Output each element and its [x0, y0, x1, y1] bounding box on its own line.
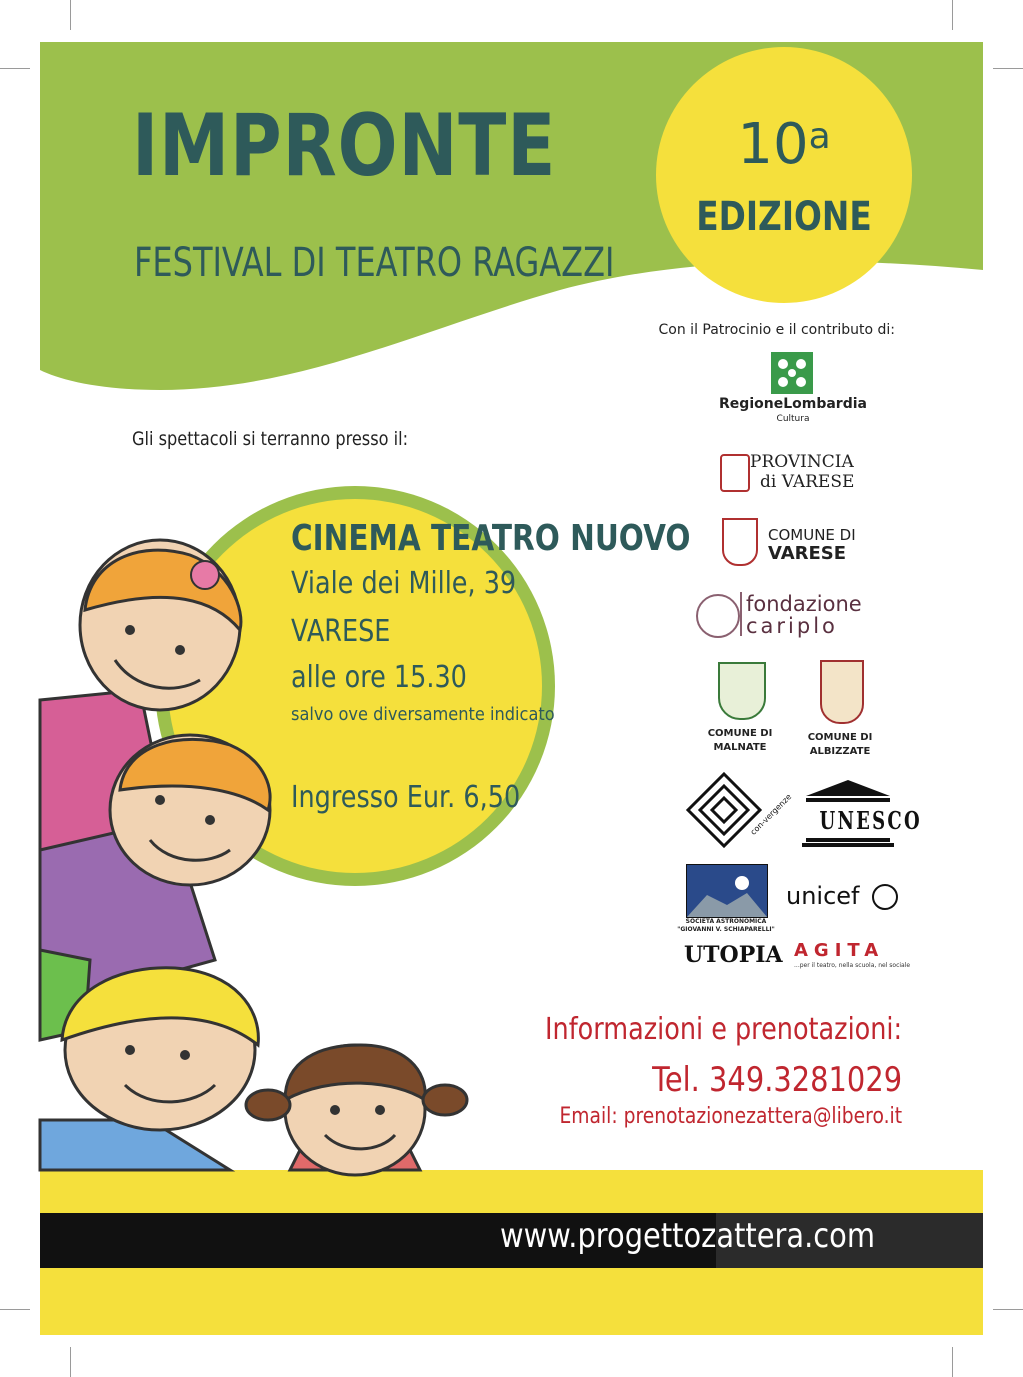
contact-heading: Informazioni e prenotazioni: — [544, 1012, 902, 1047]
malnate-line2: MALNATE — [713, 742, 767, 753]
unesco-logo — [800, 778, 922, 848]
edition-suffix: a — [808, 116, 831, 157]
cariplo-line1: fondazione — [746, 592, 862, 616]
societa-astronomica-logo — [677, 864, 775, 934]
regione-name: RegioneLombardia — [719, 396, 867, 412]
venue-price: Ingresso Eur. 6,50 — [291, 780, 521, 815]
albizzate-crest-icon — [820, 660, 864, 724]
venue-name: CINEMA TEATRO NUOVO — [291, 518, 691, 559]
provincia-line1: PROVINCIA — [750, 452, 854, 472]
contact-email[interactable]: Email: prenotazionezattera@libero.it — [559, 1104, 902, 1129]
convergenze-diamond-icon — [684, 770, 774, 850]
comune-varese-crest-icon — [722, 518, 758, 566]
contact-phone[interactable]: Tel. 349.3281029 — [652, 1060, 902, 1100]
unesco-label: UNESCO — [819, 806, 922, 835]
provincia-varese-logo — [720, 452, 870, 494]
festival-subtitle: FESTIVAL DI TEATRO RAGAZZI — [134, 240, 615, 286]
albizzate-line1: COMUNE DI — [807, 732, 873, 743]
fondazione-cariplo-logo — [696, 592, 886, 640]
convergenze-logo — [684, 770, 794, 850]
edition-word: EDIZIONE — [696, 194, 872, 240]
unicef-globe-icon — [872, 884, 898, 910]
unicef-label: unicef — [786, 882, 860, 910]
cariplo-divider — [740, 592, 742, 636]
provincia-crest-icon — [720, 454, 750, 492]
regione-sub: Cultura — [776, 414, 810, 424]
venue-city: VARESE — [291, 614, 391, 649]
albizzate-line2: ALBIZZATE — [809, 746, 871, 757]
venue-time: alle ore 15.30 — [291, 660, 467, 695]
regione-rose-icon — [771, 352, 813, 394]
venue-intro: Gli spettacoli si terranno presso il: — [132, 428, 409, 450]
cariplo-seal-icon — [696, 594, 740, 638]
comune-malnate-logo — [700, 660, 780, 760]
agita-label: AGITA — [794, 940, 885, 961]
comune-varese-line2: VARESE — [768, 543, 847, 564]
agita-logo — [794, 940, 911, 974]
sponsors-intro: Con il Patrocinio e il contributo di: — [658, 322, 895, 338]
unicef-logo — [786, 880, 901, 914]
astronomica-image — [686, 864, 768, 918]
astronomica-line2: "GIOVANNI V. SCHIAPARELLI" — [677, 926, 775, 933]
malnate-line1: COMUNE DI — [707, 728, 773, 739]
venue-address: Viale dei Mille, 39 — [291, 566, 517, 601]
comune-varese-logo — [722, 510, 872, 570]
utopia-logo: UTOPIA — [684, 942, 783, 968]
regione-lombardia-logo — [708, 352, 878, 432]
convergenze-label: con-vergenze — [748, 792, 794, 837]
provincia-line2: di VARESE — [760, 472, 855, 492]
malnate-crest-icon — [718, 662, 766, 720]
agita-tagline: ...per il teatro, nella scuola, nel sociale — [794, 962, 911, 969]
cariplo-line2: cariplo — [746, 614, 838, 638]
astronomica-line1: SOCIETÀ ASTRONOMICA — [685, 918, 767, 925]
website-link[interactable]: www.progettozattera.com — [500, 1216, 876, 1256]
edition-badge — [673, 0, 895, 300]
venue-note: salvo ove diversamente indicato — [291, 704, 555, 725]
edition-number: 10$^a$ — [737, 112, 831, 177]
comune-albizzate-logo — [800, 658, 880, 762]
comune-varese-line1: COMUNE DI — [768, 526, 856, 544]
festival-title: IMPRONTE — [132, 96, 557, 196]
